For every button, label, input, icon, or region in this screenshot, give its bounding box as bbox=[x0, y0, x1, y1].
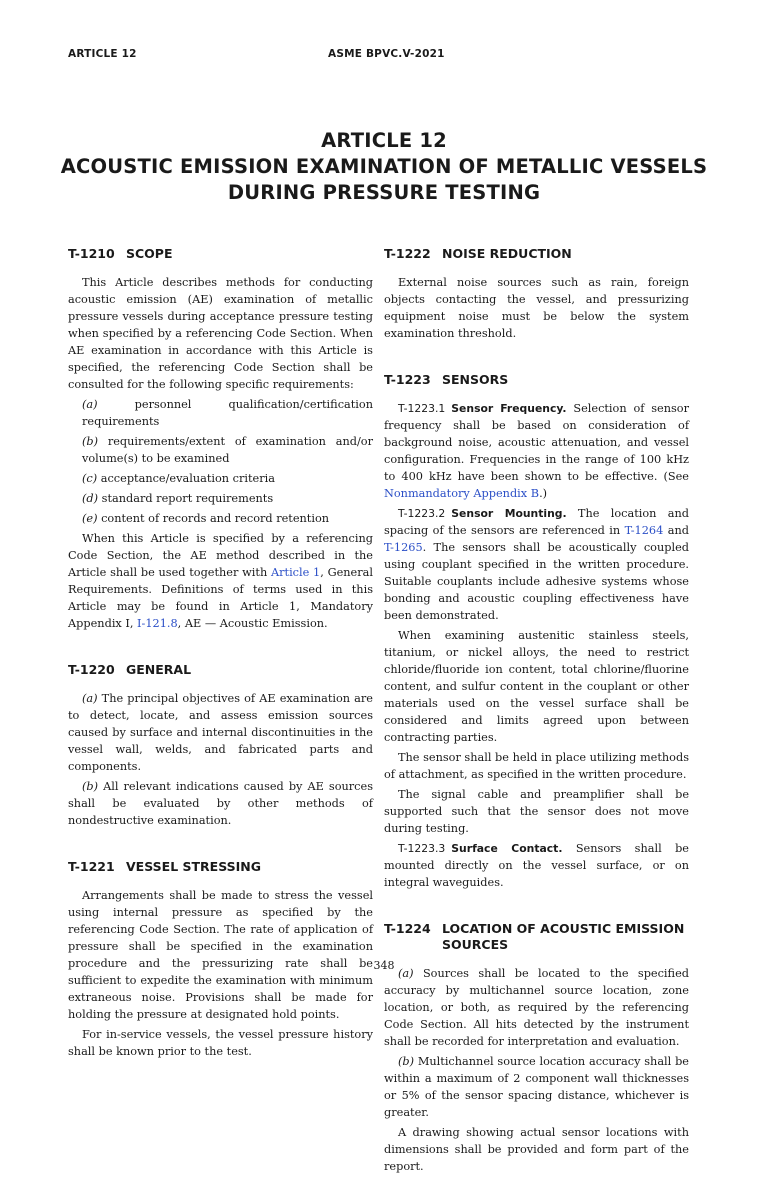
scope-reference-paragraph bbox=[68, 530, 373, 632]
location-item-a bbox=[384, 965, 689, 1050]
sensor-mounting-paragraph bbox=[384, 505, 689, 624]
text-run: Sensors shall be mounted directly on the vessel surface, or on integral waveguides. bbox=[384, 842, 689, 889]
item-text: Sources shall be located to the specified accuracy by multichannel source location, zone location, or both, as required by the referencing Code Section. All hits detected by the instrument shall be recorded for interpretation and evaluation. bbox=[384, 967, 690, 1048]
list-item bbox=[68, 433, 373, 467]
i-121-8-link[interactable]: I-121.8 bbox=[137, 617, 178, 630]
item-label: (b) bbox=[398, 1055, 415, 1068]
left-column bbox=[68, 246, 373, 1063]
article-1-link[interactable]: Article 1 bbox=[270, 566, 321, 579]
section-heading-t1222 bbox=[384, 246, 689, 262]
subsection-number: T-1223.2 bbox=[398, 507, 446, 520]
title-line-2: ACOUSTIC EMISSION EXAMINATION OF METALLIC VESSELS bbox=[60, 155, 708, 178]
item-label: (d) bbox=[82, 492, 99, 505]
sensor-held-paragraph: The sensor shall be held in place utilizing methods of attachment, as specified in the written procedure. bbox=[384, 751, 689, 781]
item-text: standard report requirements bbox=[101, 492, 274, 505]
item-text: All relevant indications caused by AE sources shall be evaluated by other methods of nondestructive examination. bbox=[68, 780, 373, 827]
location-item-b bbox=[384, 1053, 689, 1121]
austenitic-paragraph: When examining austenitic stainless steels, titanium, or nickel alloys, the need to restrict chloride/fluoride ion content, total chlorine/fluorine content, and sulfur content in the couplant or other materials used on the vessel surface shall be considered and limits agreed upon between contracting parties. bbox=[384, 629, 689, 744]
subsection-title: Sensor Mounting. bbox=[451, 507, 567, 520]
item-text: acceptance/evaluation criteria bbox=[100, 472, 275, 485]
item-label: (e) bbox=[82, 512, 98, 525]
running-header-code: ASME BPVC.V-2021 bbox=[328, 48, 445, 60]
section-number: T-1223 bbox=[384, 372, 431, 387]
text-run: , General Requirements. Definitions of terms used in this Article may be found in Article 1, Mandatory Appendix I, bbox=[68, 566, 373, 630]
item-label: (b) bbox=[82, 435, 99, 448]
section-heading-t1220 bbox=[68, 662, 373, 678]
section-title: VESSEL STRESSING bbox=[126, 859, 262, 874]
right-column bbox=[384, 246, 689, 1178]
text-run: When this Article is specified by a referencing Code Section, the AE method described in the Article shall be used together with bbox=[68, 532, 373, 579]
text-run: Selection of sensor frequency shall be based on consideration of background noise, acoustic attenuation, and vessel configuration. Frequencies in the range of 100 kHz to 400 kHz have been shown to be effective. (See bbox=[384, 402, 689, 483]
subsection-title: Sensor Frequency. bbox=[451, 402, 567, 415]
section-number: T-1222 bbox=[384, 246, 431, 261]
text-run: The location and spacing of the sensors are referenced in bbox=[384, 507, 689, 537]
appendix-b-link[interactable]: Nonmandatory Appendix B bbox=[384, 487, 540, 500]
page-number: 348 bbox=[373, 959, 395, 972]
drawing-paragraph: A drawing showing actual sensor locations with dimensions shall be provided and form part of the report. bbox=[384, 1126, 689, 1173]
section-number: T-1220 bbox=[68, 662, 115, 677]
section-number: T-1224 bbox=[384, 921, 431, 936]
text-run: , AE — Acoustic Emission. bbox=[177, 617, 328, 630]
noise-paragraph: External noise sources such as rain, foreign objects contacting the vessel, and pressurizing equipment noise must be below the system examination threshold. bbox=[384, 276, 689, 340]
subsection-title: Surface Contact. bbox=[451, 842, 563, 855]
list-item bbox=[68, 470, 373, 487]
section-title: SCOPE bbox=[126, 246, 173, 261]
in-service-paragraph: For in-service vessels, the vessel pressure history shall be known prior to the test. bbox=[68, 1028, 373, 1058]
section-number: T-1210 bbox=[68, 246, 115, 261]
general-item-b bbox=[68, 778, 373, 829]
subsection-number: T-1223.3 bbox=[398, 842, 446, 855]
sensor-frequency-paragraph bbox=[384, 400, 689, 502]
subsection-number: T-1223.1 bbox=[398, 402, 446, 415]
title-line-1: ARTICLE 12 bbox=[321, 129, 447, 152]
item-text: content of records and record retention bbox=[101, 512, 330, 525]
article-title bbox=[0, 128, 768, 206]
item-label: (c) bbox=[82, 472, 98, 485]
item-label: (b) bbox=[82, 780, 99, 793]
text-run: .) bbox=[539, 487, 548, 500]
section-heading-t1224 bbox=[384, 921, 689, 953]
section-heading-t1223 bbox=[384, 372, 689, 388]
item-label: (a) bbox=[398, 967, 414, 980]
signal-cable-paragraph: The signal cable and preamplifier shall be supported such that the sensor does not move during testing. bbox=[384, 788, 689, 835]
item-text: personnel qualification/certification requirements bbox=[82, 398, 373, 428]
list-item bbox=[68, 490, 373, 507]
t-1264-link[interactable]: T-1264 bbox=[624, 524, 664, 537]
scope-paragraph: This Article describes methods for conducting acoustic emission (AE) examination of metallic pressure vessels during acceptance pressure testing when specified by a referencing Code Section. When AE examination in accordance with this Article is specified, the referencing Code Section shall be consulted for the following specific requirements: bbox=[68, 276, 373, 391]
section-heading-t1210 bbox=[68, 246, 373, 262]
section-title: SENSORS bbox=[442, 372, 509, 387]
text-run: . The sensors shall be acoustically coupled using couplant specified in the written procedure. Suitable couplants include adhesive systems whose bonding and acoustic coupling effectiveness have been demonstrated. bbox=[384, 541, 689, 622]
section-heading-t1221 bbox=[68, 859, 373, 875]
running-header-article: ARTICLE 12 bbox=[68, 48, 137, 60]
section-title: GENERAL bbox=[126, 662, 192, 677]
section-number: T-1221 bbox=[68, 859, 115, 874]
item-label: (a) bbox=[82, 692, 98, 705]
section-title: LOCATION OF ACOUSTIC EMISSION SOURCES bbox=[442, 921, 685, 952]
title-line-3: DURING PRESSURE TESTING bbox=[227, 181, 541, 204]
section-title: NOISE REDUCTION bbox=[442, 246, 572, 261]
item-text: The principal objectives of AE examination are to detect, locate, and assess emission sources caused by surface and internal discontinuities in the vessel wall, welds, and fabricated parts and components. bbox=[68, 692, 373, 773]
general-item-a bbox=[68, 690, 373, 775]
item-text: requirements/extent of examination and/or volume(s) to be examined bbox=[82, 435, 373, 465]
t-1265-link[interactable]: T-1265 bbox=[384, 541, 423, 554]
item-text: Multichannel source location accuracy shall be within a maximum of 2 component wall thicknesses or 5% of the sensor spacing distance, whichever is greater. bbox=[384, 1055, 689, 1119]
vessel-stressing-paragraph: Arrangements shall be made to stress the vessel using internal pressure as specified by the referencing Code Section. The rate of application of pressure shall be specified in the examination procedure and the pressurizing rate shall be sufficient to expedite the examination with minimum extraneous noise. Provisions shall be made for holding the pressure at designated hold points. bbox=[68, 889, 373, 1021]
list-item bbox=[68, 396, 373, 430]
surface-contact-paragraph bbox=[384, 840, 689, 891]
item-label: (a) bbox=[82, 398, 98, 411]
text-run: and bbox=[663, 524, 690, 537]
list-item bbox=[68, 510, 373, 527]
